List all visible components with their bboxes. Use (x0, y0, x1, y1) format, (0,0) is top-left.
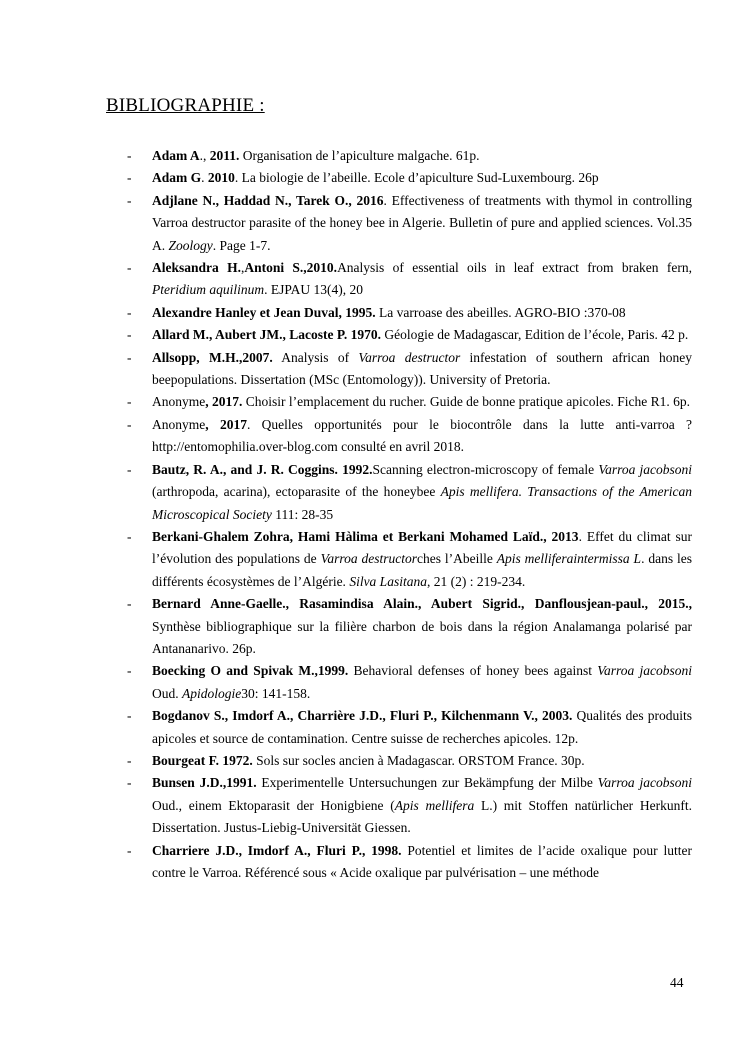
bibliography-entry (152, 459, 692, 526)
entry-text: infestation of southern african honey beepopulations. Dissertation (MSc (Entomology)). University of Pretoria. (152, 349, 692, 388)
bibliography-entry (152, 190, 692, 257)
entry-text: L.) mit Stoffen natürlicher Herkunft. Dissertation. Justus-Liebig-Universität Giessen. (152, 797, 693, 836)
entry-author-year: Charriere J.D., Imdorf A., Fluri P., 1998. (152, 842, 402, 858)
entry-italic-text: Apis mellifera. Transactions of the American Microscopical Society (152, 484, 692, 522)
entry-author-year: Adam A (152, 148, 200, 163)
entry-author-year: , 2017. (205, 394, 243, 410)
entry-author-year: Berkani-Ghalem Zohra, Hami Hàlima et Berkani Mohamed Laïd., 2013 (152, 528, 579, 544)
entry-text: Géologie de Madagascar, Edition de l’école, Paris. 42 p. (380, 327, 689, 343)
bibliography-entry (152, 526, 692, 593)
entry-text: (arthropoda, acarina), ectoparasite of the honeybee (152, 484, 441, 500)
entry-text: . Effet du climat sur l’évolution des populations de (152, 528, 692, 567)
bibliography-entry (152, 145, 692, 167)
entry-author-year: 2010 (207, 170, 235, 186)
entry-italic-text: Apidologie (182, 685, 242, 701)
entry-text: . Page 1-7. (212, 237, 271, 253)
entry-italic-text: Pteridium aquilinum (152, 282, 265, 298)
entry-author-year: Bunsen J.D.,1991. (152, 775, 257, 791)
bibliography-entry (152, 750, 692, 772)
entry-text: , (240, 260, 245, 276)
entry-text: Qualités des produits apicoles et source de contamination. Centre suisse de recherches apicoles. 12p. (152, 708, 692, 746)
entry-author-year: Bernard Anne-Gaelle., Rasamindisa Alain., Aubert Sigrid., Danflousjean-paul., 2015., (152, 596, 692, 612)
entry-text: . (201, 170, 208, 186)
bibliography-entry (152, 414, 692, 459)
entry-italic-text: Apis melliferaintermissa L (496, 551, 642, 567)
entry-text: ches l’Abeille (416, 551, 497, 567)
bibliography-entry (152, 167, 692, 189)
entry-author-year: , 2017 (205, 416, 247, 432)
entry-author-year: Alexandre Hanley et Jean Duval, 1995. (152, 304, 376, 320)
entry-text: Choisir l’emplacement du rucher. Guide de bonne pratique apicoles. Fiche R1. 6p. (242, 394, 691, 410)
bibliography-entry (152, 593, 692, 660)
entry-italic-text: Varroa destructor (358, 349, 461, 365)
entry-text: . Quelles opportunités pour le biocontrôle dans la lutte anti-varroa ? http://entomophilia.over-blog.com consulté en avril 2018. (152, 416, 692, 455)
bibliography-entry (152, 660, 692, 705)
bibliography-entry (152, 257, 692, 302)
entry-text: Experimentelle Untersuchungen zur Bekämpfung der Milbe (256, 775, 598, 791)
entry-author-year: 2011. (209, 148, 240, 163)
entry-author-year: Bourgeat F. 1972. (152, 752, 253, 768)
page-title: BIBLIOGRAPHIE : (106, 95, 265, 116)
entry-text: Potentiel et limites de l’acide oxalique pour lutter contre le Varroa. Référencé sous « Acide oxalique par pulvérisation – une méthode (152, 842, 692, 880)
entry-text: . Effectiveness of treatments with thymol in controlling Varroa destructor parasite of the honey bee in Algerie. Bulletin of pure and applied sciences. Vol.35 A. (152, 192, 692, 253)
bibliography-entry (152, 772, 692, 839)
entry-author-year: Adjlane N., Haddad N., Tarek O., 2016 (152, 192, 384, 208)
entry-author-year: Bogdanov S., Imdorf A., Charrière J.D., Fluri P., Kilchenmann V., 2003. (152, 708, 573, 724)
entry-text: Synthèse bibliographique sur la filière charbon de bois dans la région Analamanga polarisé par Antananarivo. 26p. (152, 618, 692, 656)
entry-text: Anonyme (152, 394, 206, 410)
entry-italic-text: Apis mellifera (394, 797, 475, 813)
bibliography-entry (152, 324, 692, 346)
bibliography-entry (152, 840, 692, 885)
bibliography-entry (152, 347, 692, 392)
entry-italic-text: Varroa jacobsoni (598, 461, 692, 477)
entry-text: 111: 28-35 (271, 506, 334, 522)
entry-author-year: Antoni S.,2010. (244, 260, 338, 276)
entry-italic-text: Silva Lasitana (349, 573, 427, 589)
entry-text: . dans les différents écosystèmes de l’Algérie. (152, 551, 692, 589)
entry-italic-text: Zoology (168, 237, 213, 253)
entry-text: Behavioral defenses of honey bees against (348, 663, 598, 679)
entry-text: Analysis of (272, 349, 359, 365)
entry-italic-text: Varroa jacobsoni (597, 663, 692, 679)
entry-author-year: Bautz, R. A., and J. R. Coggins. 1992. (152, 461, 373, 477)
bibliography-entry (152, 391, 692, 413)
bibliography-list (152, 145, 692, 884)
entry-text: La varroase des abeilles. AGRO-BIO :370-08 (375, 304, 626, 320)
entry-author-year: Allard M., Aubert JM., Lacoste P. 1970. (152, 327, 381, 343)
entry-text: Oud. (152, 685, 182, 701)
entry-author-year: Adam G (152, 170, 202, 186)
entry-author-year: Boecking O and Spivak M.,1999. (152, 663, 349, 679)
entry-text: Organisation de l’apiculture malgache. 61p. (239, 148, 480, 163)
entry-text: . EJPAU 13(4), 20 (264, 282, 364, 298)
entry-author-year: Allsopp, M.H.,2007. (152, 349, 273, 365)
entry-text: Scanning electron-microscopy of female (372, 461, 599, 477)
entry-text: Oud., einem Ektoparasit der Honigbiene ( (152, 797, 395, 813)
entry-text: 30: 141-158. (241, 685, 311, 701)
entry-text: , 21 (2) : 219-234. (426, 573, 526, 589)
bibliography-entry (152, 705, 692, 750)
entry-text: Analysis of essential oils in leaf extract from braken fern, (337, 260, 692, 276)
entry-author-year: Aleksandra H. (152, 260, 241, 276)
entry-text: ., (199, 148, 210, 163)
entry-italic-text: Varroa destructor (320, 551, 417, 567)
entry-text: . La biologie de l’abeille. Ecole d’apiculture Sud-Luxembourg. 26p (234, 170, 599, 186)
page-number: 44 (670, 975, 684, 990)
bibliography-entry (152, 302, 692, 324)
entry-text: Anonyme (152, 416, 206, 432)
entry-text: Sols sur socles ancien à Madagascar. ORSTOM France. 30p. (252, 752, 585, 768)
entry-italic-text: Varroa jacobsoni (597, 775, 692, 791)
